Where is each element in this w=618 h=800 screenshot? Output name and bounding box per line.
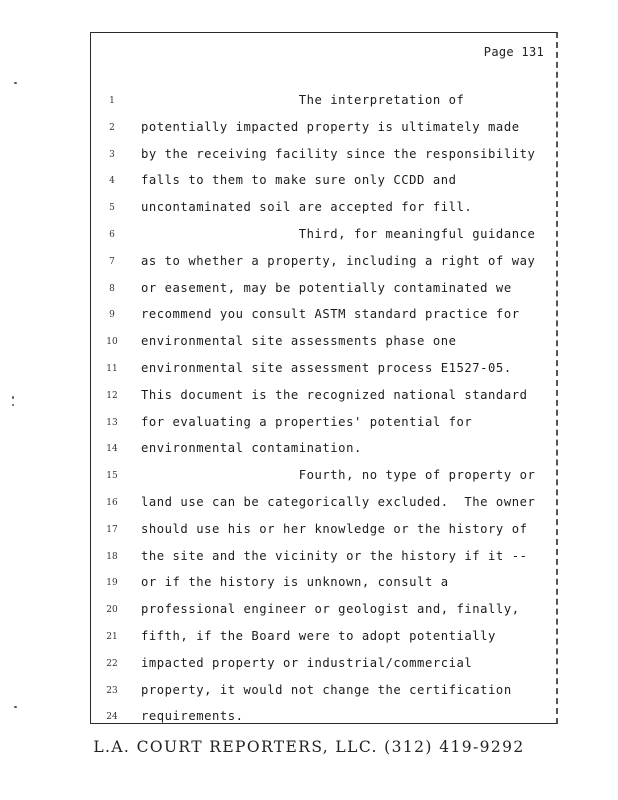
line-text: fifth, if the Board were to adopt potentially xyxy=(141,629,496,643)
line-number: 5 xyxy=(109,203,115,214)
transcript-line xyxy=(91,495,556,522)
transcript-page xyxy=(90,32,558,724)
transcript-line xyxy=(91,93,556,120)
line-number: 3 xyxy=(109,149,115,160)
line-text: recommend you consult ASTM standard practice for xyxy=(141,307,520,322)
transcript-line xyxy=(91,361,556,388)
line-number: 19 xyxy=(106,578,118,589)
line-text: uncontaminated soil are accepted for fill. xyxy=(141,200,473,215)
line-number: 11 xyxy=(106,364,118,374)
page-number: Page 131 xyxy=(483,45,544,59)
line-number: 24 xyxy=(106,712,118,723)
transcript-line xyxy=(91,173,556,200)
line-number: 7 xyxy=(109,256,115,267)
transcript-line xyxy=(91,200,556,227)
line-number: 13 xyxy=(106,417,118,428)
line-number: 21 xyxy=(106,632,118,642)
line-text: environmental contamination. xyxy=(141,441,362,456)
line-text: as to whether a property, including a right of way xyxy=(141,253,536,268)
line-text: for evaluating a properties' potential for xyxy=(141,414,473,429)
line-text: or easement, may be potentially contaminated we xyxy=(141,280,512,295)
line-text: requirements. xyxy=(141,709,244,724)
line-number: 8 xyxy=(109,283,115,294)
line-text: falls to them to make sure only CCDD and xyxy=(141,173,457,188)
line-number: 2 xyxy=(109,122,115,133)
line-text: should use his or her knowledge or the history of xyxy=(141,521,528,536)
line-text: by the receiving facility since the responsibility xyxy=(141,146,536,161)
scan-speck xyxy=(12,396,14,399)
line-text: land use can be categorically excluded. The owner xyxy=(141,495,536,509)
transcript-line xyxy=(91,468,556,495)
line-number: 1 xyxy=(109,96,115,106)
transcript-line xyxy=(91,575,556,602)
line-number: 20 xyxy=(106,605,118,616)
line-text: The interpretation of xyxy=(141,93,465,107)
line-number: 17 xyxy=(106,524,118,535)
scan-speck xyxy=(14,706,17,708)
line-number: 14 xyxy=(106,444,118,455)
transcript-line xyxy=(91,307,556,334)
reporter-footer: L.A. COURT REPORTERS, LLC. (312) 419-9292 xyxy=(93,738,525,756)
line-text: impacted property or industrial/commercial xyxy=(141,655,473,670)
line-number: 15 xyxy=(106,471,118,482)
transcript-line xyxy=(91,254,556,281)
line-number: 16 xyxy=(106,498,118,508)
scan-speck xyxy=(12,404,14,406)
scan-speck xyxy=(14,82,17,84)
transcript-line xyxy=(91,441,556,468)
line-text: Third, for meaningful guidance xyxy=(141,227,536,241)
line-text: property, it would not change the certification xyxy=(141,682,512,697)
transcript-line xyxy=(91,415,556,442)
line-text: This document is the recognized national standard xyxy=(141,387,528,402)
transcript-line xyxy=(91,147,556,174)
line-number: 9 xyxy=(109,310,115,321)
transcript-line xyxy=(91,227,556,254)
line-text: environmental site assessments phase one xyxy=(141,334,457,349)
line-number: 6 xyxy=(109,230,115,240)
transcript-line xyxy=(91,120,556,147)
line-text: potentially impacted property is ultimately made xyxy=(141,119,520,134)
transcript-line xyxy=(91,281,556,308)
line-number: 4 xyxy=(109,176,115,187)
line-number: 23 xyxy=(106,685,118,696)
transcript-line xyxy=(91,522,556,549)
line-number: 10 xyxy=(106,337,118,348)
transcript-line xyxy=(91,709,556,736)
transcript-line xyxy=(91,629,556,656)
transcript-line xyxy=(91,334,556,361)
line-text: Fourth, no type of property or xyxy=(141,468,536,483)
line-number: 12 xyxy=(106,390,118,401)
line-number: 22 xyxy=(106,658,118,669)
line-text: professional engineer or geologist and, finally, xyxy=(141,602,520,617)
line-text: environmental site assessment process E1527-05. xyxy=(141,361,512,375)
line-text: the site and the vicinity or the history if it -- xyxy=(141,548,528,563)
line-text: or if the history is unknown, consult a xyxy=(141,575,449,590)
transcript-line xyxy=(91,602,556,629)
transcript-line xyxy=(91,388,556,415)
transcript-line xyxy=(91,683,556,710)
transcript-line xyxy=(91,549,556,576)
transcript-line xyxy=(91,656,556,683)
line-number: 18 xyxy=(106,551,118,562)
